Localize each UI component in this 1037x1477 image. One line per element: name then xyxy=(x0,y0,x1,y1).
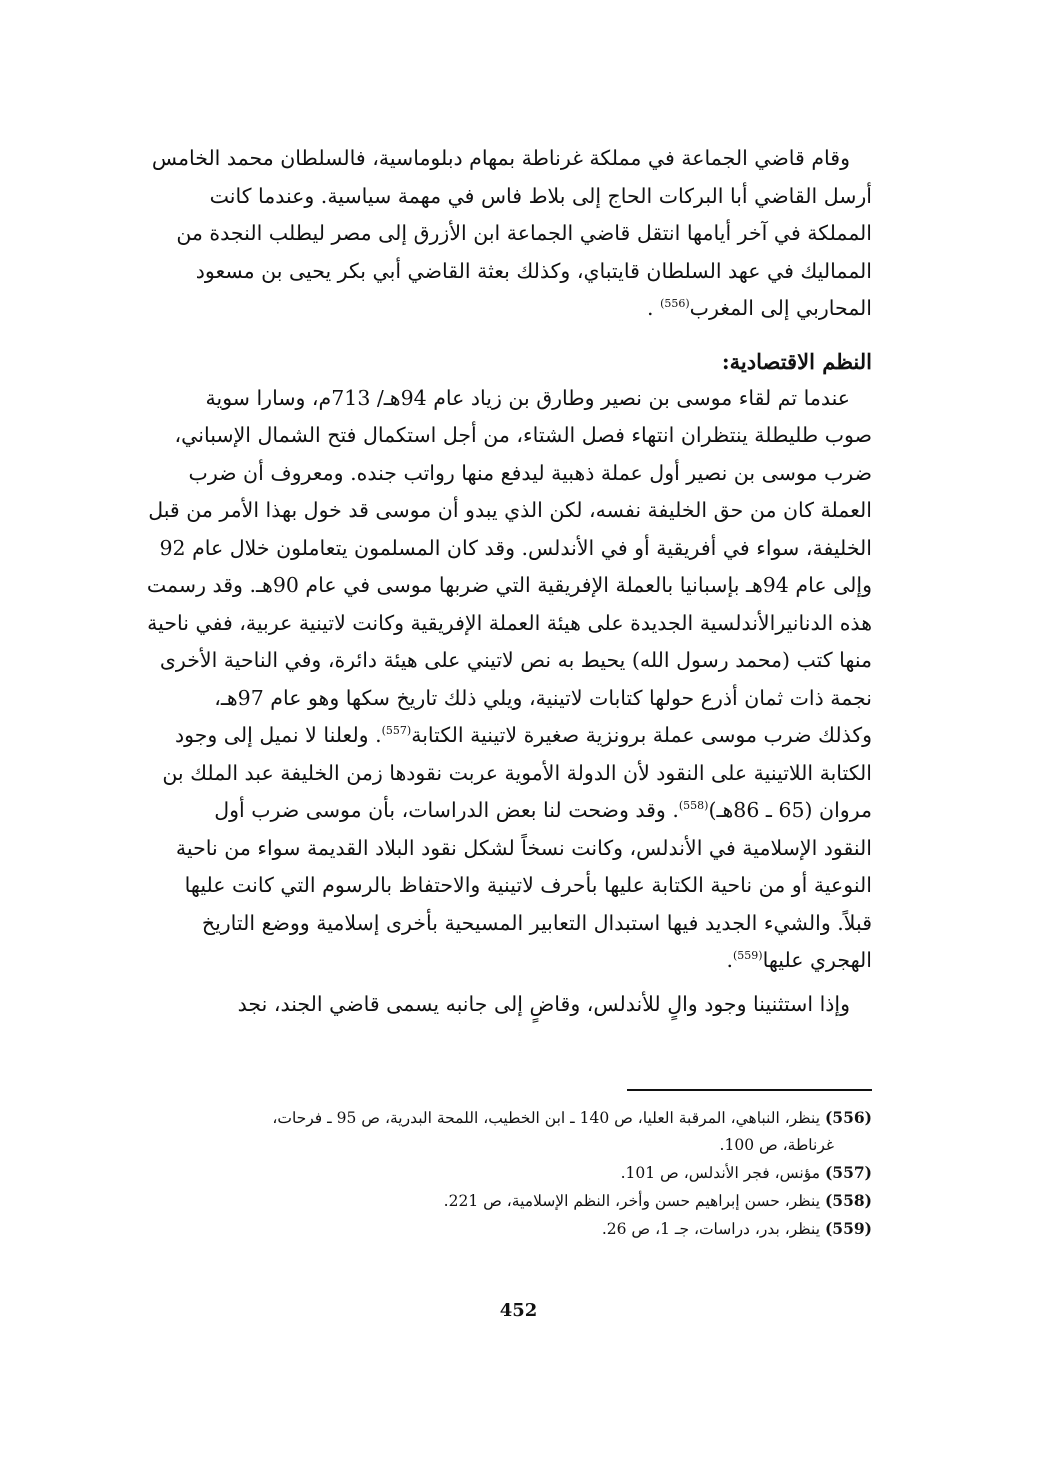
footnote xyxy=(144,1104,872,1159)
paragraph-line: العملة كان من حق الخليفة نفسه، لكن الذي يبدو أن موسى قد خول بهذا الأمر من قبل xyxy=(148,498,872,522)
paragraph-line: الخليفة، سواء في أفريقية أو في الأندلس. وقد كان المسلمون يتعاملون خلال عام 92 xyxy=(159,535,872,560)
line-end: . xyxy=(726,948,733,972)
line-text: مروان (65 ـ 86هـ) xyxy=(708,798,872,822)
footnote-ref: (556) xyxy=(660,297,690,311)
line-text: . وقد وضحت لنا بعض الدراسات، بأن موسى ضرب أول xyxy=(214,798,679,822)
footnote-ref: (557) xyxy=(381,724,412,738)
footnote-ref: (559) xyxy=(733,949,763,963)
footnote-text: ينظر، النباهي، المرقبة العليا، ص 140 ـ ابن الخطيب، اللمحة البدرية، ص 95 ـ فرحات، xyxy=(272,1109,821,1127)
line-text: وكذلك ضرب موسى عملة برونزية صغيرة لاتينية الكتابة xyxy=(411,723,872,747)
paragraph-line xyxy=(144,792,872,830)
footnote-number: (559) xyxy=(824,1219,872,1238)
paragraph-line: وإذا استثنينا وجود والٍ للأندلس، وقاضٍ إلى جانبه يسمى قاضي الجند، نجد xyxy=(237,991,850,1016)
paragraph-line: أرسل القاضي أبا البركات الحاج إلى بلاط فاس في مهمة سياسية. وعندما كانت xyxy=(209,183,872,208)
paragraph-line: وقام قاضي الجماعة في مملكة غرناطة بمهام دبلوماسية، فالسلطان محمد الخامس xyxy=(151,146,850,170)
paragraph-line: ضرب موسى بن نصير أول عملة ذهبية ليدفع منها رواتب جنده. ومعروف أن ضرب xyxy=(188,460,872,485)
paragraph-line: عندما تم لقاء موسى بن نصير وطارق بن زياد عام 94هـ/ 713م، وسارا سوية xyxy=(205,385,850,410)
paragraph-line: المملكة في آخر أيامها انتقل قاضي الجماعة ابن الأزرق إلى مصر ليطلب النجدة من xyxy=(176,221,872,245)
paragraph-line: الكتابة اللاتينية على النقود لأن الدولة الأموية عربت نقودها زمن الخليفة عبد الملك بن xyxy=(162,760,872,785)
paragraph-economy xyxy=(144,380,872,980)
paragraph-line: النوعية أو من ناحية الكتابة عليها بأحرف لاتينية والاحتفاظ بالرسوم التي كانت عليها xyxy=(184,873,872,897)
paragraph-intro xyxy=(144,140,872,328)
line-end: . xyxy=(647,296,661,320)
footnote-text: ينظر، بدر، دراسات، جـ 1، ص 26. xyxy=(601,1220,821,1238)
line-text: المحاربي إلى المغرب xyxy=(689,296,872,320)
paragraph-line: قبلاً. والشيء الجديد فيها استبدال التعابير المسيحية بأخرى إسلامية ووضع التاريخ xyxy=(201,910,872,935)
paragraph-line xyxy=(144,290,872,328)
line-text: الهجري عليها xyxy=(762,948,872,972)
section-heading: النظم الاقتصادية: xyxy=(721,348,872,374)
paragraph-line: صوب طليطلة ينتظران انتهاء فصل الشتاء، من أجل استكمال فتح الشمال الإسباني، xyxy=(174,423,872,447)
footnote-separator xyxy=(627,1089,872,1091)
footnote-number: (557) xyxy=(824,1163,872,1182)
paragraph-line: منها كتب (محمد رسول الله) يحيط به نص لاتيني على هيئة دائرة، وفي الناحية الأخرى xyxy=(159,648,872,672)
footnotes xyxy=(144,1104,872,1243)
footnote-continuation: غرناطة، ص 100. xyxy=(719,1136,834,1154)
page-body xyxy=(144,140,872,1023)
paragraph-line: النقود الإسلامية في الأندلس، وكانت نسخاً لشكل نقود البلاد القديمة سواء من ناحية xyxy=(175,835,872,860)
footnote-ref: (558) xyxy=(678,799,709,813)
paragraph-line: وإلى عام 94هـ بإسبانيا بالعملة الإفريقية التي ضربها موسى في عام 90هـ. وقد رسمت xyxy=(146,573,872,597)
paragraph-line: هذه الدنانيرالأندلسية الجديدة على هيئة العملة الإفريقية وكانت لاتينية عربية، ففي ناحية xyxy=(147,610,872,635)
paragraph-closing xyxy=(144,986,872,1024)
page-number: 452 xyxy=(499,1300,538,1321)
footnote xyxy=(144,1215,872,1243)
footnote-number: (556) xyxy=(824,1108,872,1127)
paragraph-line xyxy=(144,942,872,980)
footnote xyxy=(144,1187,872,1215)
paragraph-line: نجمة ذات ثمان أذرع حولها كتابات لاتينية، ويلي ذلك تاريخ سكها وهو عام 97هـ، xyxy=(214,685,872,710)
footnote-text: مؤنس، فجر الأندلس، ص 101. xyxy=(620,1164,821,1182)
footnote-number: (558) xyxy=(824,1191,872,1210)
paragraph-line xyxy=(144,717,872,755)
paragraph-line: المماليك في عهد السلطان قايتباي، وكذلك بعثة القاضي أبي بكر يحيى بن مسعود xyxy=(195,258,872,283)
footnote-text: ينظر، حسن إبراهيم حسن وأخر، النظم الإسلامية، ص 221. xyxy=(443,1192,821,1210)
line-text: . ولعلنا لا نميل إلى وجود xyxy=(174,723,382,747)
footnote xyxy=(144,1159,872,1187)
